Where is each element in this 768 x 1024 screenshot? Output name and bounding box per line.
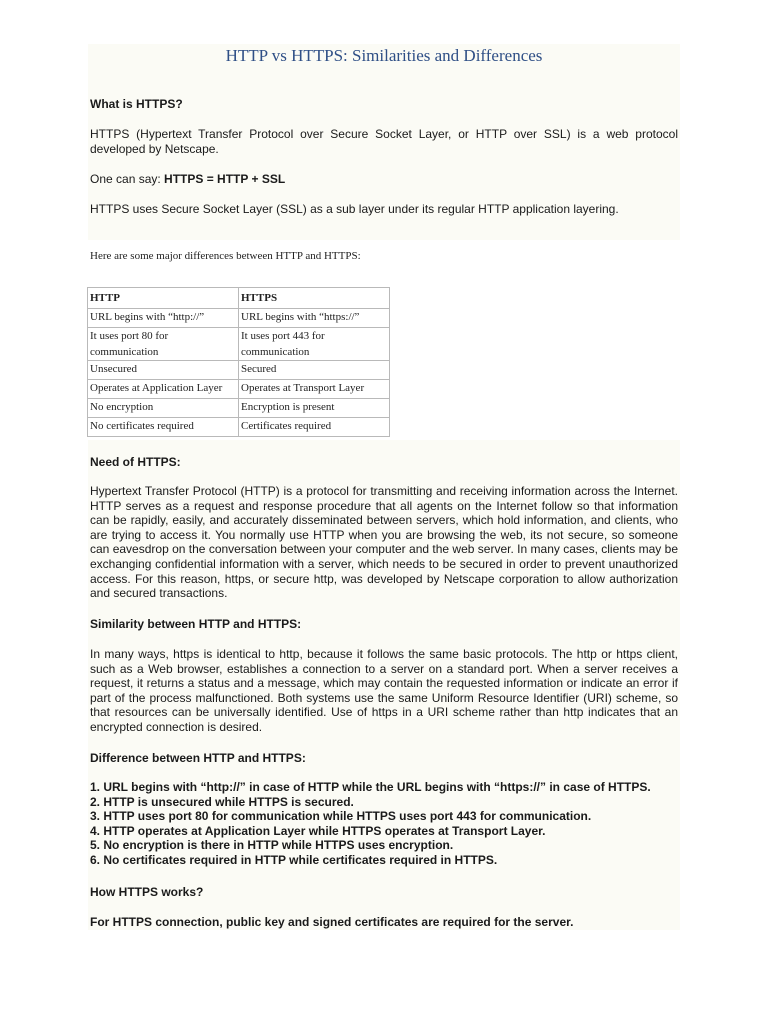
list-item: 3. HTTP uses port 80 for communication while HTTPS uses port 443 for communication.: [90, 809, 592, 824]
table-cell: It uses port 443 for communication: [239, 328, 390, 361]
formula: HTTPS = HTTP + SSL: [164, 172, 286, 186]
table-cell: URL begins with “https://”: [239, 309, 390, 328]
what-paragraph: HTTPS (Hypertext Transfer Protocol over Secure Socket Layer, or HTTP over SSL) is a web protocol developed by Netscape.: [90, 127, 678, 156]
need-heading: Need of HTTPS:: [90, 455, 181, 469]
list-item: 1. URL begins with “http://” in case of HTTP while the URL begins with “https://” in case of HTTPS.: [90, 780, 651, 794]
table-row: [88, 399, 390, 418]
table-row: [88, 309, 390, 328]
table-row: [88, 361, 390, 380]
list-item: 5. No encryption is there in HTTP while HTTPS uses encryption.: [90, 838, 454, 853]
similarity-paragraph: In many ways, https is identical to http, because it follows the same basic protocols. The http or https client, such as a Web browser, establishes a connection to a server on a standard port. When a server receives a request, it returns a status and a message, which may contain the requested information or indicate an error if part of the process malfunctioned. Both systems use the same Uniform Resource Identifier (URI) scheme, so that resources can be universally identified. Use of https in a URI scheme rather than http indicates that an encrypted connection is desired.: [90, 647, 678, 734]
table-row: [88, 418, 390, 437]
table-row: [88, 328, 390, 361]
difference-heading: Difference between HTTP and HTTPS:: [90, 751, 306, 765]
table-cell: No certificates required: [88, 418, 239, 437]
ssl-paragraph: HTTPS uses Secure Socket Layer (SSL) as a sub layer under its regular HTTP application layering.: [90, 202, 619, 216]
table-row: [88, 380, 390, 399]
comparison-table: [87, 287, 390, 437]
table-cell: It uses port 80 for communication: [88, 328, 239, 361]
table-cell: URL begins with “http://”: [88, 309, 239, 328]
formula-prefix: One can say:: [90, 172, 165, 186]
table-cell: No encryption: [88, 399, 239, 418]
table-intro: Here are some major differences between HTTP and HTTPS:: [90, 250, 361, 262]
similarity-heading: Similarity between HTTP and HTTPS:: [90, 617, 302, 631]
table-header-http: HTTP: [88, 288, 239, 309]
difference-list: [90, 780, 651, 868]
list-item: 6. No certificates required in HTTP while certificates required in HTTPS.: [90, 852, 498, 867]
table-cell: Certificates required: [239, 418, 390, 437]
table-cell: Encryption is present: [239, 399, 390, 418]
how-paragraph: For HTTPS connection, public key and signed certificates are required for the server.: [90, 915, 574, 929]
how-heading: How HTTPS works?: [90, 885, 204, 899]
what-heading: What is HTTPS?: [90, 97, 183, 111]
table-cell: Operates at Transport Layer: [239, 380, 390, 399]
table-cell: Secured: [239, 361, 390, 380]
table-header-https: HTTPS: [239, 288, 390, 309]
list-item: 2. HTTP is unsecured while HTTPS is secured.: [90, 794, 354, 809]
table-cell: Unsecured: [88, 361, 239, 380]
list-item: 4. HTTP operates at Application Layer while HTTPS operates at Transport Layer.: [90, 823, 546, 838]
table-header-row: [88, 288, 390, 309]
table-cell: Operates at Application Layer: [88, 380, 239, 399]
need-paragraph: Hypertext Transfer Protocol (HTTP) is a protocol for transmitting and receiving information across the Internet. HTTP serves as a request and response procedure that all agents on the Internet follow so that information can be rapidly, easily, and accurately disseminated between servers, which hold information, and clients, who are trying to access it. You normally use HTTP when you are browsing the web, its not secure, so someone can eavesdrop on the conversation between your computer and the web server. In many cases, clients may be exchanging confidential information with a server, which needs to be secured in order to prevent unauthorized access. For this reason, https, or secure http, was developed by Netscape corporation to allow authorization and secured transactions.: [90, 484, 678, 601]
page-title: HTTP vs HTTPS: Similarities and Differences: [225, 46, 543, 65]
formula-line: [90, 172, 678, 187]
